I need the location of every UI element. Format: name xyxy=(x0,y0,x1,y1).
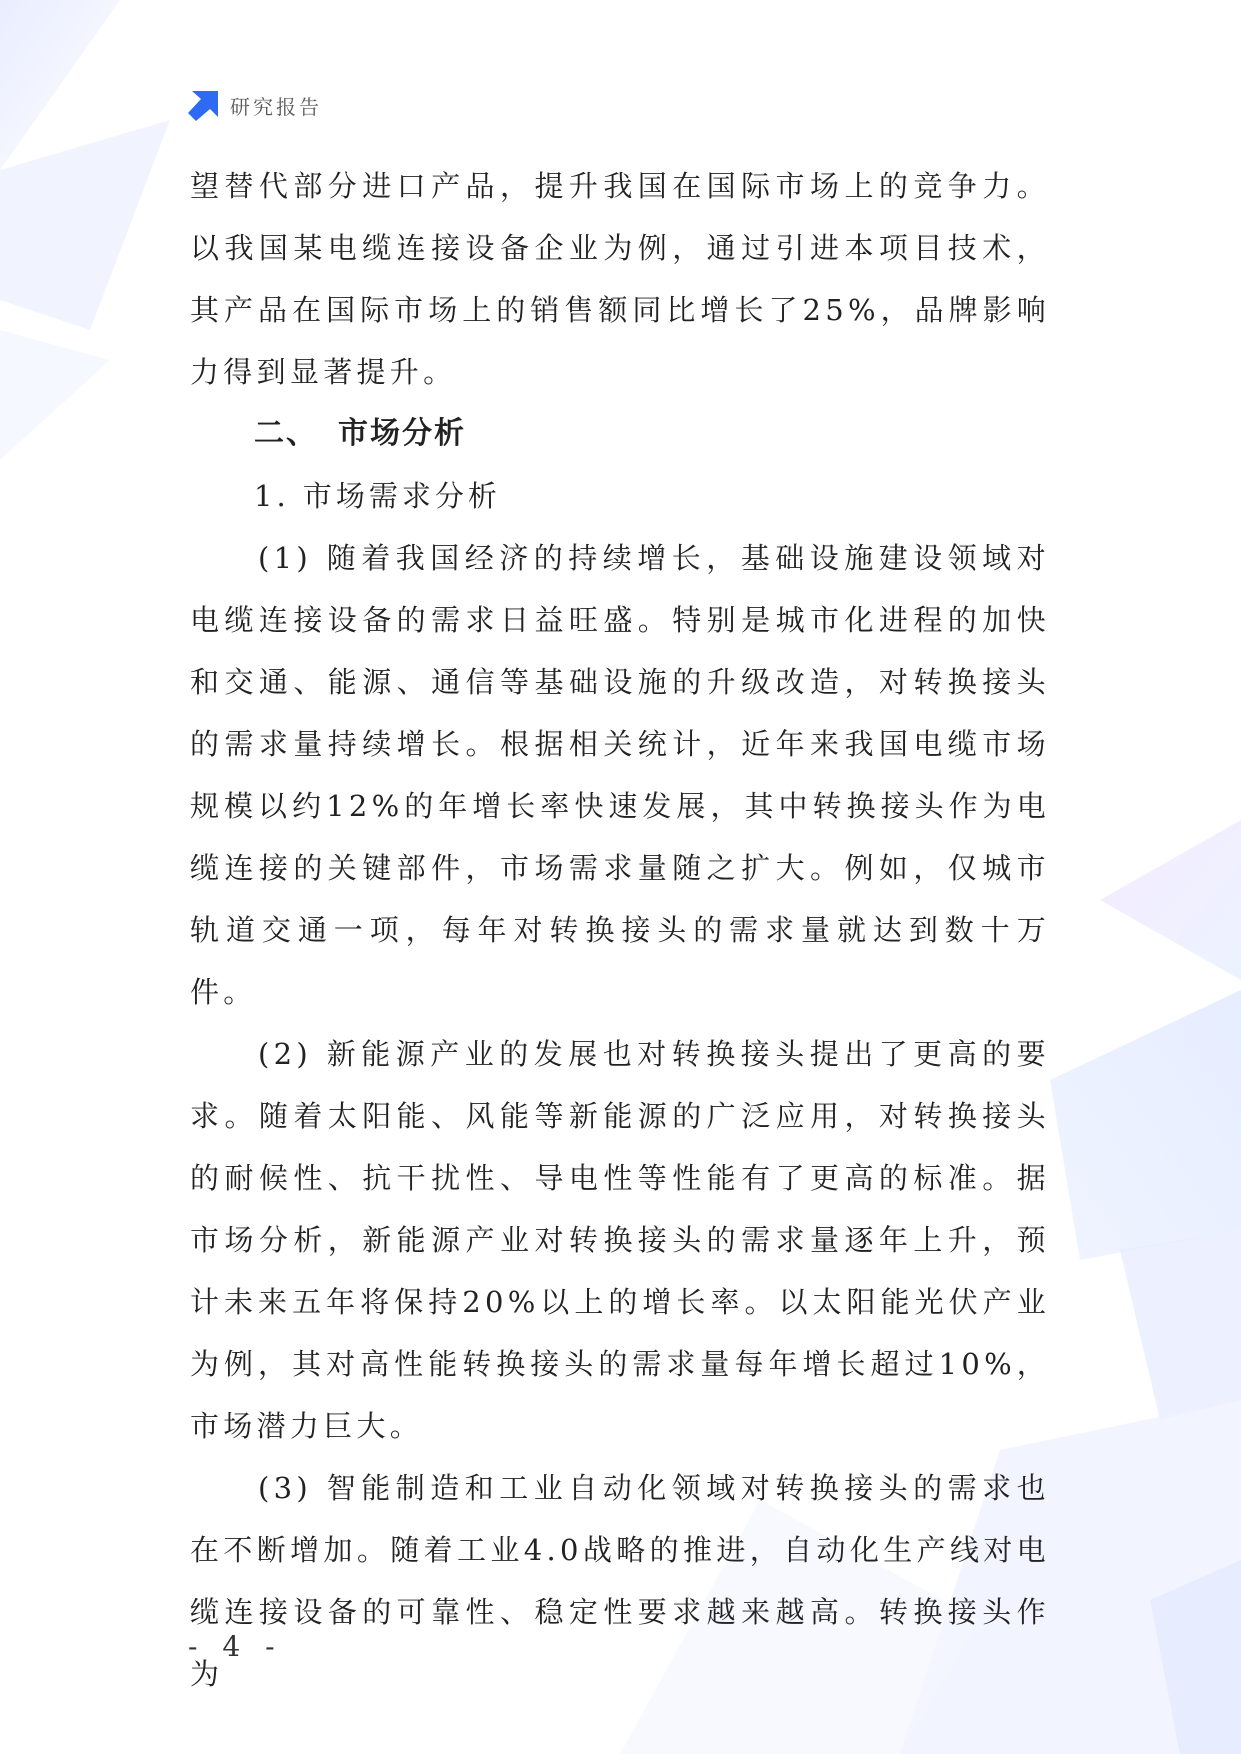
paragraph-2: (1) 随着我国经济的持续增长，基础设施建设领域对电缆连接设备的需求日益旺盛。特别是城市化进程的加快和交通、能源、通信等基础设施的升级改造，对转换接头的需求量持续增长。根据相关统计，近年来我国电缆市场规模以约12%的年增长率快速发展，其中转换接头作为电缆连接的关键部件，市场需求量随之扩大。例如，仅城市轨道交通一项，每年对转换接头的需求量就达到数十万件。 xyxy=(190,541,1050,1009)
report-header xyxy=(188,88,322,122)
header-title: 研究报告 xyxy=(230,94,322,119)
arrow-up-right-icon xyxy=(188,89,220,121)
document-body xyxy=(190,155,1050,1705)
paragraph-3: (2) 新能源产业的发展也对转换接头提出了更高的要求。随着太阳能、风能等新能源的广泛应用，对转换接头的耐候性、抗干扰性、导电性等性能有了更高的标准。据市场分析，新能源产业对转换接头的需求量逐年上升，预计未来五年将保持20%以上的增长率。以太阳能光伏产业为例，其对高性能转换接头的需求量每年增长超过10%，市场潜力巨大。 xyxy=(190,1037,1050,1443)
subsection-heading: 1. 市场需求分析 xyxy=(254,479,501,513)
section-heading xyxy=(190,403,1050,465)
paragraph-1: 望替代部分进口产品，提升我国在国际市场上的竞争力。以我国某电缆连接设备企业为例，通过引进本项目技术，其产品在国际市场上的销售额同比增长了25%，品牌影响力得到显著提升。 xyxy=(190,169,1050,389)
page-number: - 4 - xyxy=(188,1630,283,1663)
paragraph-4: (3) 智能制造和工业自动化领域对转换接头的需求也在不断增加。随着工业4.0战略的推进，自动化生产线对电缆连接设备的可靠性、稳定性要求越来越高。转换接头作为 xyxy=(190,1471,1050,1691)
section-heading-number: 二、 xyxy=(254,416,318,451)
section-heading-text: 市场分析 xyxy=(338,416,466,451)
